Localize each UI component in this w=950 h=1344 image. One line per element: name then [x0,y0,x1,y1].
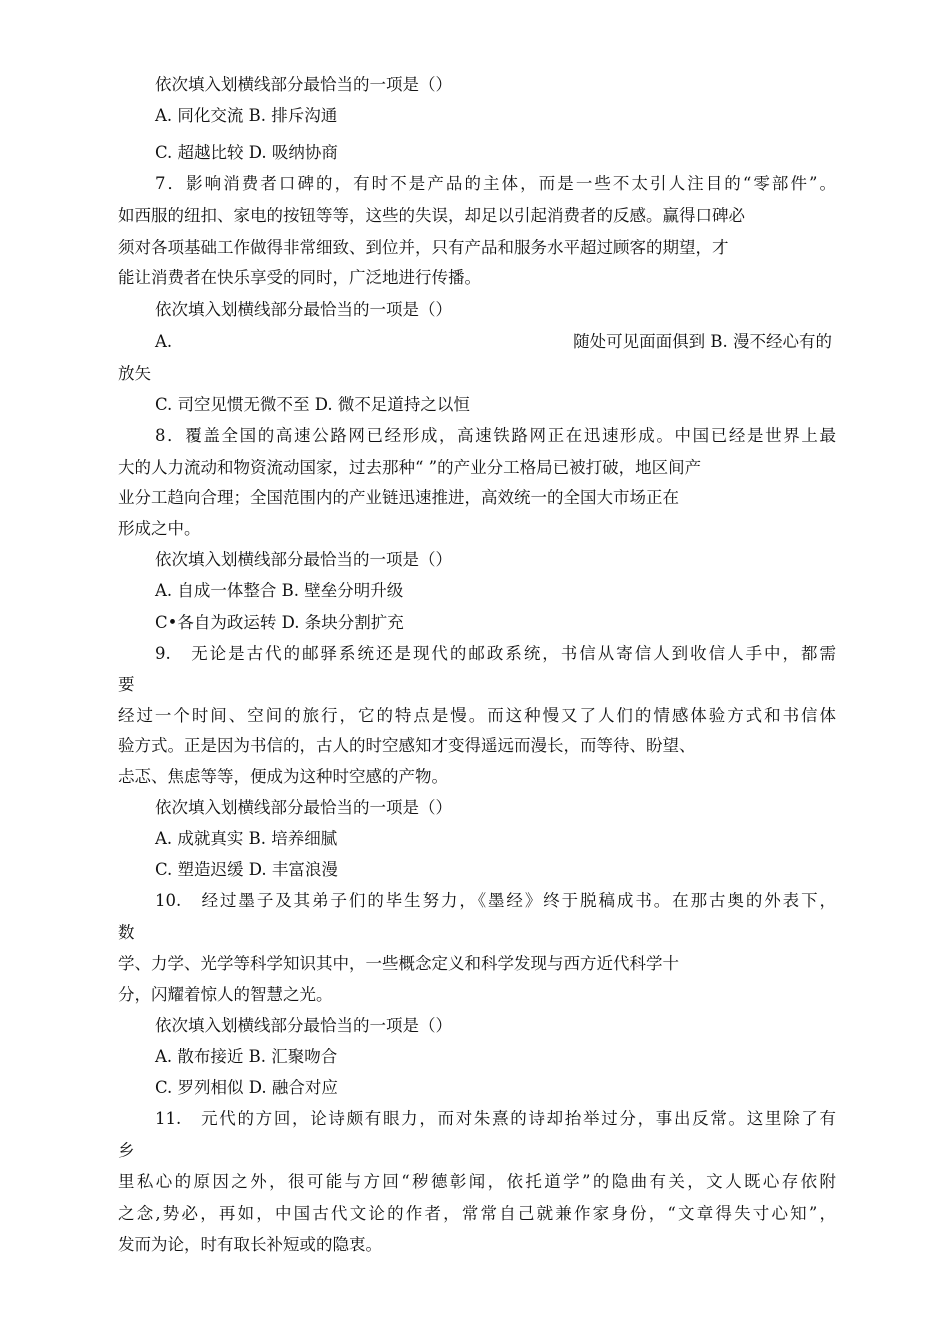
question-8-text: 8．覆盖全国的高速公路网已经形成，高速铁路网正在迅速形成。中国已经是世界上最 [155,426,836,445]
question-prompt: 依次填入划横线部分最恰当的一项是（） [155,798,452,817]
option-label: A. [155,332,173,351]
question-9-text: 忐忑、焦虑等等，便成为这种时空感的产物。 [118,767,448,786]
question-10-text: 学、力学、光学等科学知识其中，一些概念定义和科学发现与西方近代科学十 [118,954,679,973]
question-prompt: 依次填入划横线部分最恰当的一项是（） [155,550,452,569]
option-line: A. 散布接近 B. 汇聚吻合 [155,1047,338,1066]
option-line: C. 罗列相似 D. 融合对应 [155,1078,338,1097]
question-10-text: 10. 经过墨子及其弟子们的毕生努力，《墨经》终于脱稿成书。在那古奥的外表下， [155,891,836,910]
question-9-text: 9. 无论是古代的邮驿系统还是现代的邮政系统，书信从寄信人到收信人手中，都需 [155,644,836,663]
question-8-text: 形成之中。 [118,519,201,538]
question-prompt: 依次填入划横线部分最恰当的一项是（） [155,75,452,94]
question-7-text: 7．影响消费者口碑的，有时不是产品的主体，而是一些不太引人注目的“零部件”。 [155,174,836,193]
question-11-text: 发而为论，时有取长补短或的隐衷。 [118,1235,382,1254]
question-11-text: 之念,势必，再如，中国古代文论的作者，常常自己就兼作家身份，“文章得失寸心知”， [118,1204,836,1223]
option-line: C. 塑造迟缓 D. 丰富浪漫 [155,860,338,879]
option-line: C. 司空见惯无微不至 D. 微不足道持之以恒 [155,395,470,414]
question-10-text: 分，闪耀着惊人的智慧之光。 [118,985,333,1004]
option-line: C. 超越比较 D. 吸纳协商 [155,143,338,162]
question-9-text: 经过一个时间、空间的旅行，它的特点是慢。而这种慢又了人们的情感体验方式和书信体 [118,706,836,725]
question-7-text: 如西服的纽扣、家电的按钮等等，这些的失误，却足以引起消费者的反感。赢得口碑必 [118,206,745,225]
option-line: 放矢 [118,364,151,383]
question-prompt: 依次填入划横线部分最恰当的一项是（） [155,300,452,319]
option-line: A. 成就真实 B. 培养细腻 [155,829,338,848]
option-line: C•各自为政运转 D. 条块分割扩充 [155,613,404,632]
question-8-text: 大的人力流动和物资流动国家，过去那种“ ”的产业分工格局已被打破，地区间产 [118,458,702,477]
option-line: A. 同化交流 B. 排斥沟通 [155,106,338,125]
question-9-text: 要 [118,675,135,694]
question-11-text: 里私心的原因之外，很可能与方回“秽德彰闻，依托道学”的隐曲有关，文人既心存依附 [118,1172,836,1191]
question-prompt: 依次填入划横线部分最恰当的一项是（） [155,1016,452,1035]
option-line: A. 自成一体整合 B. 壁垒分明升级 [155,581,404,600]
question-7-text: 能让消费者在快乐享受的同时，广泛地进行传播。 [118,268,481,287]
question-11-text: 11. 元代的方回，论诗颇有眼力，而对朱熹的诗却抬举过分，事出反常。这里除了有 [155,1109,836,1128]
question-7-text: 须对各项基础工作做得非常细致、到位并，只有产品和服务水平超过顾客的期望，才 [118,238,729,257]
question-11-text: 乡 [118,1141,135,1160]
option-line: 随处可见面面俱到 B. 漫不经心有的 [573,332,832,351]
question-8-text: 业分工趋向合理；全国范围内的产业链迅速推进，高效统一的全国大市场正在 [118,488,679,507]
question-9-text: 验方式。正是因为书信的，古人的时空感知才变得遥远而漫长，而等待、盼望、 [118,736,696,755]
question-10-text: 数 [118,923,135,942]
